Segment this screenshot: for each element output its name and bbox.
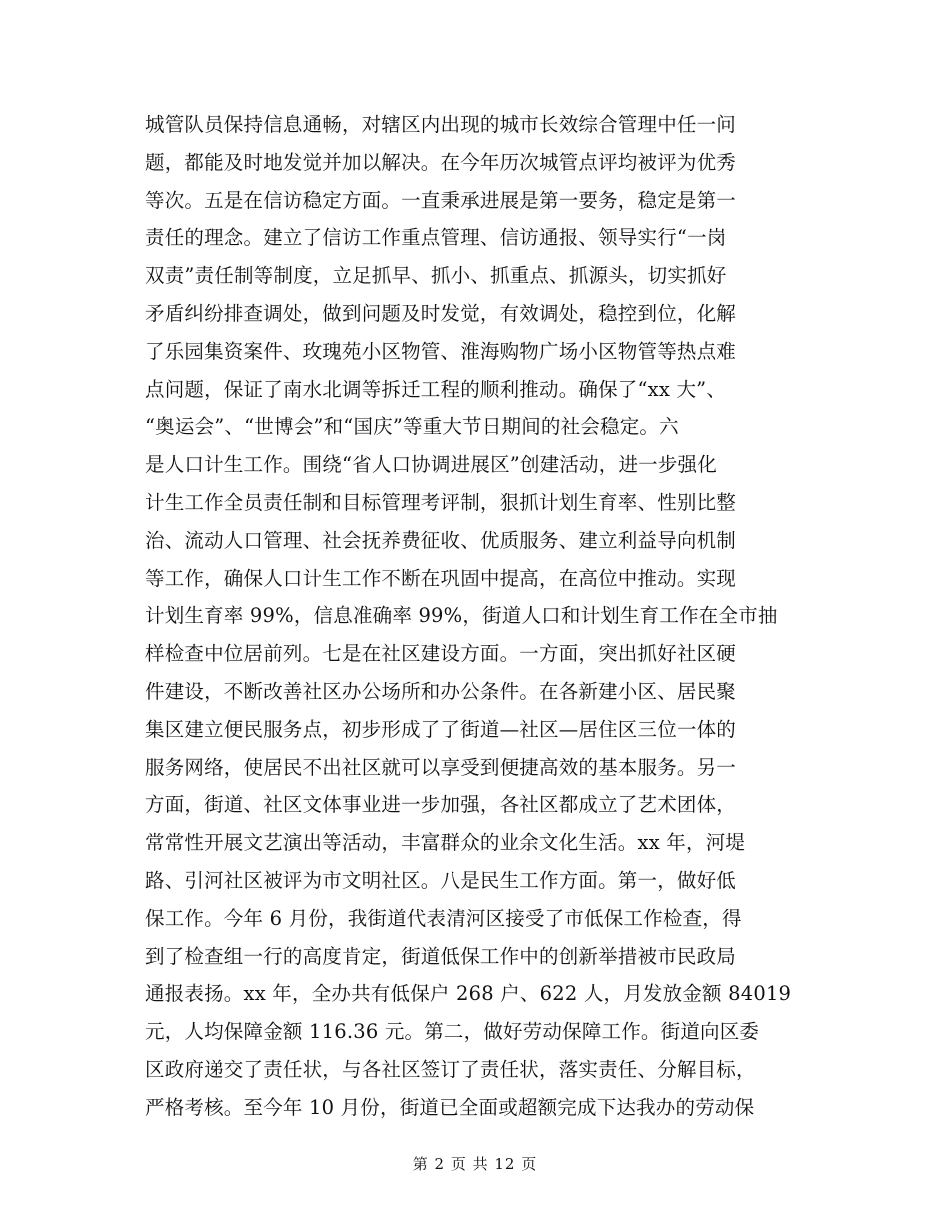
text-line: 题，都能及时地发觉并加以解决。在今年历次城管点评均被评为优秀 [145,150,737,174]
text-line: 样检查中位居前列。七是在社区建设方面。一方面，突出抓好社区硬 [145,642,737,666]
text-line: 服务网络，使居民不出社区就可以享受到便捷高效的基本服务。另一 [145,755,737,779]
text-line: 点问题，保证了南水北调等拆迁工程的顺利推动。确保了“xx 大”、 [145,377,727,401]
text-line: 城管队员保持信息通畅，对辖区内出现的城市长效综合管理中任一问 [145,113,737,136]
text-line: 件建设，不断改善社区办公场所和办公条件。在各新建小区、居民聚 [145,679,737,703]
text-line: 等次。五是在信访稳定方面。一直秉承进展是第一要务，稳定是第一 [145,188,737,212]
body-text [145,106,815,1127]
text-line: 通报表扬。xx 年，全办共有低保户 268 户、622 人，月发放金额 84019 [145,982,792,1006]
text-line: 元，人均保障金额 116.36 元。第二，做好劳动保障工作。街道向区委 [145,1020,760,1044]
text-line: 是人口计生工作。围绕“省人口协调进展区”创建活动，进一步强化 [145,453,717,477]
text-line: 计划生育率 99%，信息准确率 99%，街道人口和计划生育工作在全市抽 [145,604,778,628]
text-line: 责任的理念。建立了信访工作重点管理、信访通报、领导实行“一岗 [145,226,727,250]
text-line: “奥运会”、“世博会”和“国庆”等重大节日期间的社会稳定。六 [145,415,679,439]
text-line: 路、引河社区被评为市文明社区。八是民生工作方面。第一，做好低 [145,868,737,892]
text-line: 双责”责任制等制度，立足抓早、抓小、抓重点、抓源头，切实抓好 [145,264,727,288]
text-line: 计生工作全员责任制和目标管理考评制，狠抓计划生育率、性别比整 [145,490,737,514]
text-line: 区政府递交了责任状，与各社区签订了责任状，落实责任、分解目标， [145,1057,756,1081]
text-line: 到了检查组一行的高度肯定，街道低保工作中的创新举措被市民政局 [145,944,737,968]
text-line: 矛盾纠纷排查调处，做到问题及时发觉，有效调处，稳控到位，化解 [145,301,737,325]
text-line: 方面，街道、社区文体事业进一步加强，各社区都成立了艺术团体， [145,793,737,817]
text-line: 集区建立便民服务点，初步形成了了街道—社区—居住区三位一体的 [145,717,737,741]
text-line: 了乐园集资案件、玫瑰苑小区物管、淮海购物广场小区物管等热点难 [145,339,737,363]
text-line: 治、流动人口管理、社会抚养费征收、优质服务、建立利益导向机制 [145,528,737,552]
text-line: 等工作，确保人口计生工作不断在巩固中提高，在高位中推动。实现 [145,566,737,590]
text-line: 保工作。今年 6 月份，我街道代表清河区接受了市低保工作检查，得 [145,906,742,930]
page-number-footer: 第 2 页 共 12 页 [412,1155,538,1173]
text-line: 常常性开展文艺演出等活动，丰富群众的业余文化生活。xx 年，河堤 [145,831,746,855]
text-line: 严格考核。至今年 10 月份，街道已全面或超额完成下达我办的劳动保 [145,1095,755,1119]
